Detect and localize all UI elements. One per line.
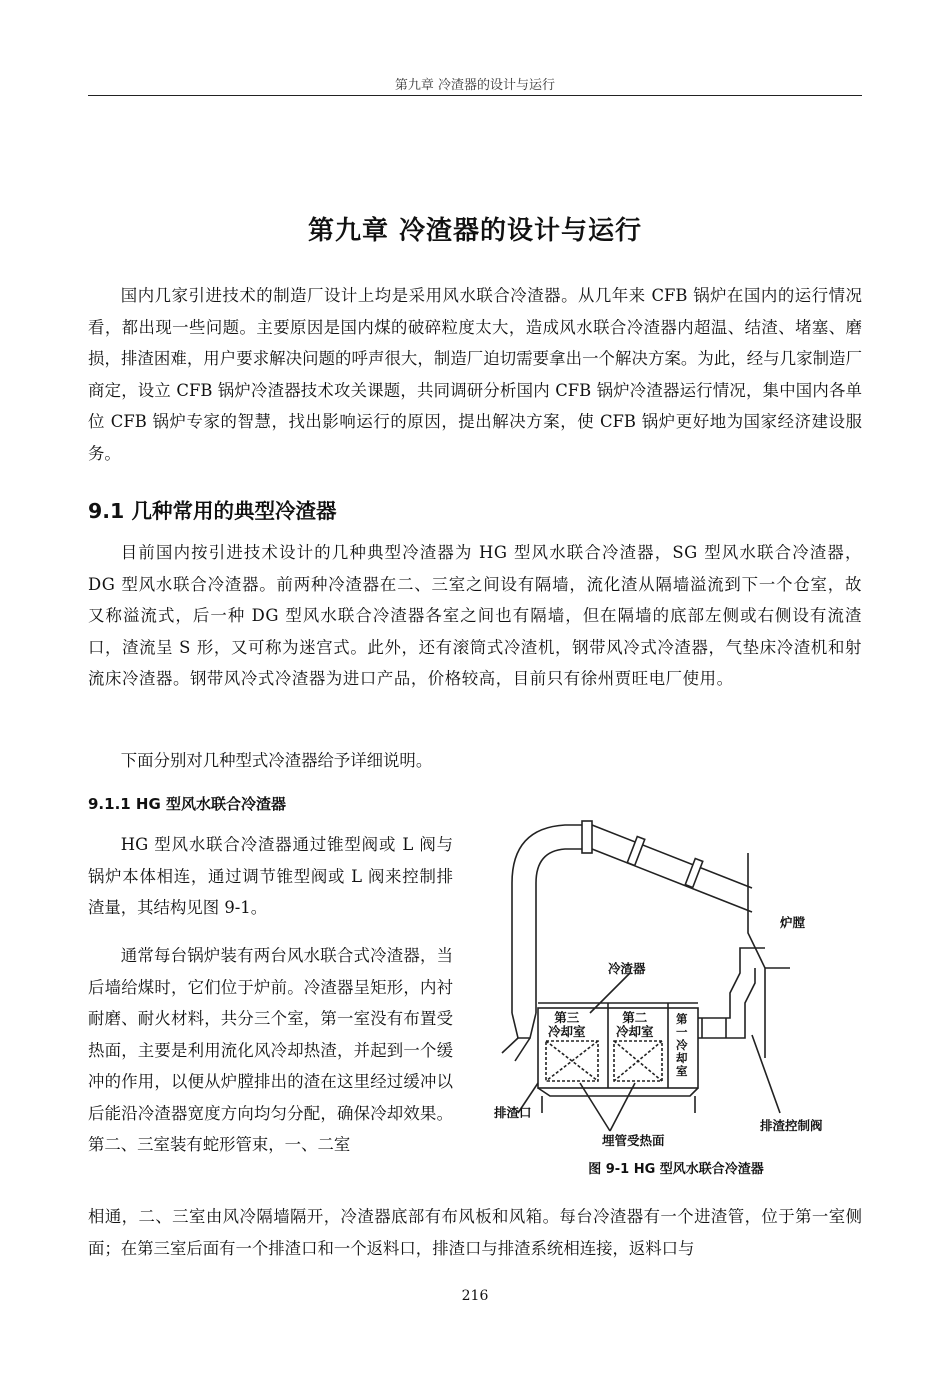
label-control-valve: 排渣控制阀 (760, 1118, 823, 1133)
furnace-wall-line (748, 853, 765, 1058)
figure-hg-slag-cooler (490, 813, 862, 1153)
label-chamber-1: 第 一 冷 却 室 (676, 1012, 688, 1078)
label-chamber-2: 第二 冷却室 (616, 1010, 654, 1039)
slag-cooler-diagram (490, 813, 862, 1153)
subsection-heading-9-1-1: 9.1.1 HG 型风水联合冷渣器 (88, 795, 287, 813)
label-slag-cooler: 冷渣器 (608, 961, 646, 976)
figure-caption: 图 9-1 HG 型风水联合冷渣器 (588, 1162, 764, 1177)
section-9-1-1-paragraph-2: 通常每台锅炉装有两台风水联合式冷渣器，当后墙给煤时，它们位于炉前。冷渣器呈矩形，内衬耐磨、耐火材料，共分三个室，第一室没有布置受热面，主要是利用流化风冷却热渣，并起到一个缓冲的作用，以便从炉膛排出的渣在这里经过缓冲以后能沿冷渣器宽度方向均匀分配，确保冷却效果。第二、三室装有蛇形管束，一、二室 (88, 946, 453, 1154)
label-buried-tubes: 埋管受热面 (602, 1133, 665, 1148)
section-9-1-paragraph-2: 下面分别对几种型式冷渣器给予详细说明。 (120, 751, 433, 770)
label-chamber-3: 第三 冷却室 (548, 1010, 586, 1039)
running-header: 第九章 冷渣器的设计与运行 (394, 78, 556, 93)
chapter-title: 第九章 冷渣器的设计与运行 (307, 216, 643, 246)
section-heading-9-1: 9.1 几种常用的典型冷渣器 (88, 499, 337, 523)
section-9-1-paragraph-1: 目前国内按引进技术设计的几种典型冷渣器为 HG 型风水联合冷渣器，SG 型风水联合冷渣器，DG 型风水联合冷渣器。前两种冷渣器在二、三室之间设有隔墙，流化渣从隔墙溢流到下一个仓室，故又称溢流式，后一种 DG 型风水联合冷渣器各室之间也有隔墙，但在隔墙的底部左侧或右侧设有流渣口，渣流呈 S 形，又可称为迷宫式。此外，还有滚筒式冷渣机，钢带风冷式冷渣器，气垫床冷渣机和射流床冷渣器。钢带风冷式冷渣器为进口产品，价格较高，目前只有徐州贾旺电厂使用。 (88, 543, 862, 688)
intro-paragraph: 国内几家引进技术的制造厂设计上均是采用风水联合冷渣器。从几年来 CFB 锅炉在国内的运行情况看，都出现一些问题。主要原因是国内煤的破碎粒度太大，造成风水联合冷渣器内超温、结渣、堵塞、磨损，排渣困难，用户要求解决问题的呼声很大，制造厂迫切需要拿出一个解决方案。为此，经与几家制造厂商定，设立 CFB 锅炉冷渣器技术攻关课题，共同调研分析国内 CFB 锅炉冷渣器运行情况，集中国内各单位 CFB 锅炉专家的智慧，找出影响运行的原因，提出解决方案，使 CFB 锅炉更好地为国家经济建设服务。 (88, 286, 862, 463)
header-rule (88, 95, 862, 96)
section-9-1-1-paragraph-3: 相通，二、三室由风冷隔墙隔开，冷渣器底部有布风板和风箱。每台冷渣器有一个进渣管，位于第一室侧面；在第三室后面有一个排渣口和一个返料口，排渣口与排渣系统相连接，返料口与 (88, 1207, 862, 1258)
section-9-1-1-paragraph-1: HG 型风水联合冷渣器通过锥型阀或 L 阀与锅炉本体相连，通过调节锥型阀或 L 阀来控制排渣量，其结构见图 9-1。 (88, 835, 453, 917)
label-furnace: 炉膛 (780, 915, 806, 930)
page-number: 216 (461, 1288, 489, 1304)
label-slag-outlet: 排渣口 (494, 1105, 532, 1120)
